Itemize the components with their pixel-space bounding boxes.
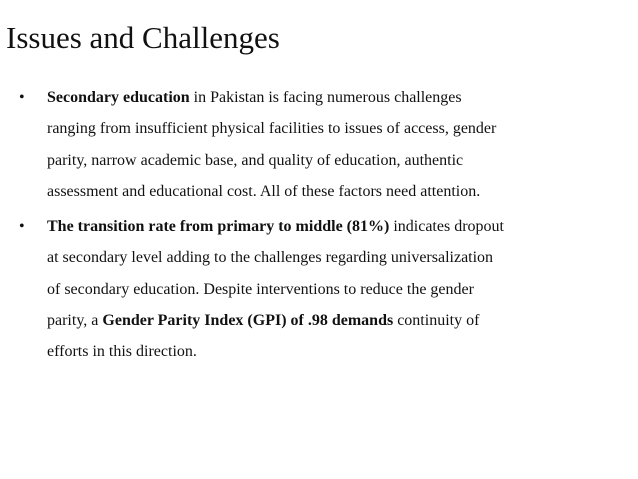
line-text: continuity of <box>393 312 480 330</box>
bullet-list <box>0 82 600 368</box>
bold-phrase: Gender Parity Index (GPI) of .98 demands <box>102 312 394 330</box>
bullet-icon: • <box>19 89 25 106</box>
slide-title: Issues and Challenges <box>6 20 280 55</box>
text-line: ranging from insufficient physical facilities to issues of access, gender <box>47 120 497 138</box>
text-line: assessment and educational cost. All of these factors need attention. <box>47 182 481 200</box>
text-line <box>47 305 600 336</box>
text-line <box>47 211 600 242</box>
line-text: in Pakistan is facing numerous challenges <box>189 89 462 106</box>
text-line <box>47 82 600 113</box>
bullet-icon: • <box>19 218 25 236</box>
bold-phrase: The transition rate from primary to middle (81%) <box>47 218 390 236</box>
text-line: parity, narrow academic base, and quality of education, authentic <box>47 151 464 169</box>
bullet-item-transition-rate <box>0 211 600 367</box>
bullet-item-secondary-education <box>0 82 600 207</box>
line-text: indicates dropout <box>389 218 504 236</box>
text-line: at secondary level adding to the challenges regarding universalization <box>47 249 494 267</box>
bold-phrase: Secondary education <box>47 89 190 106</box>
text-line: of secondary education. Despite interventions to reduce the gender <box>47 280 474 298</box>
text-line: efforts in this direction. <box>47 343 197 361</box>
line-text: parity, a <box>47 312 103 330</box>
